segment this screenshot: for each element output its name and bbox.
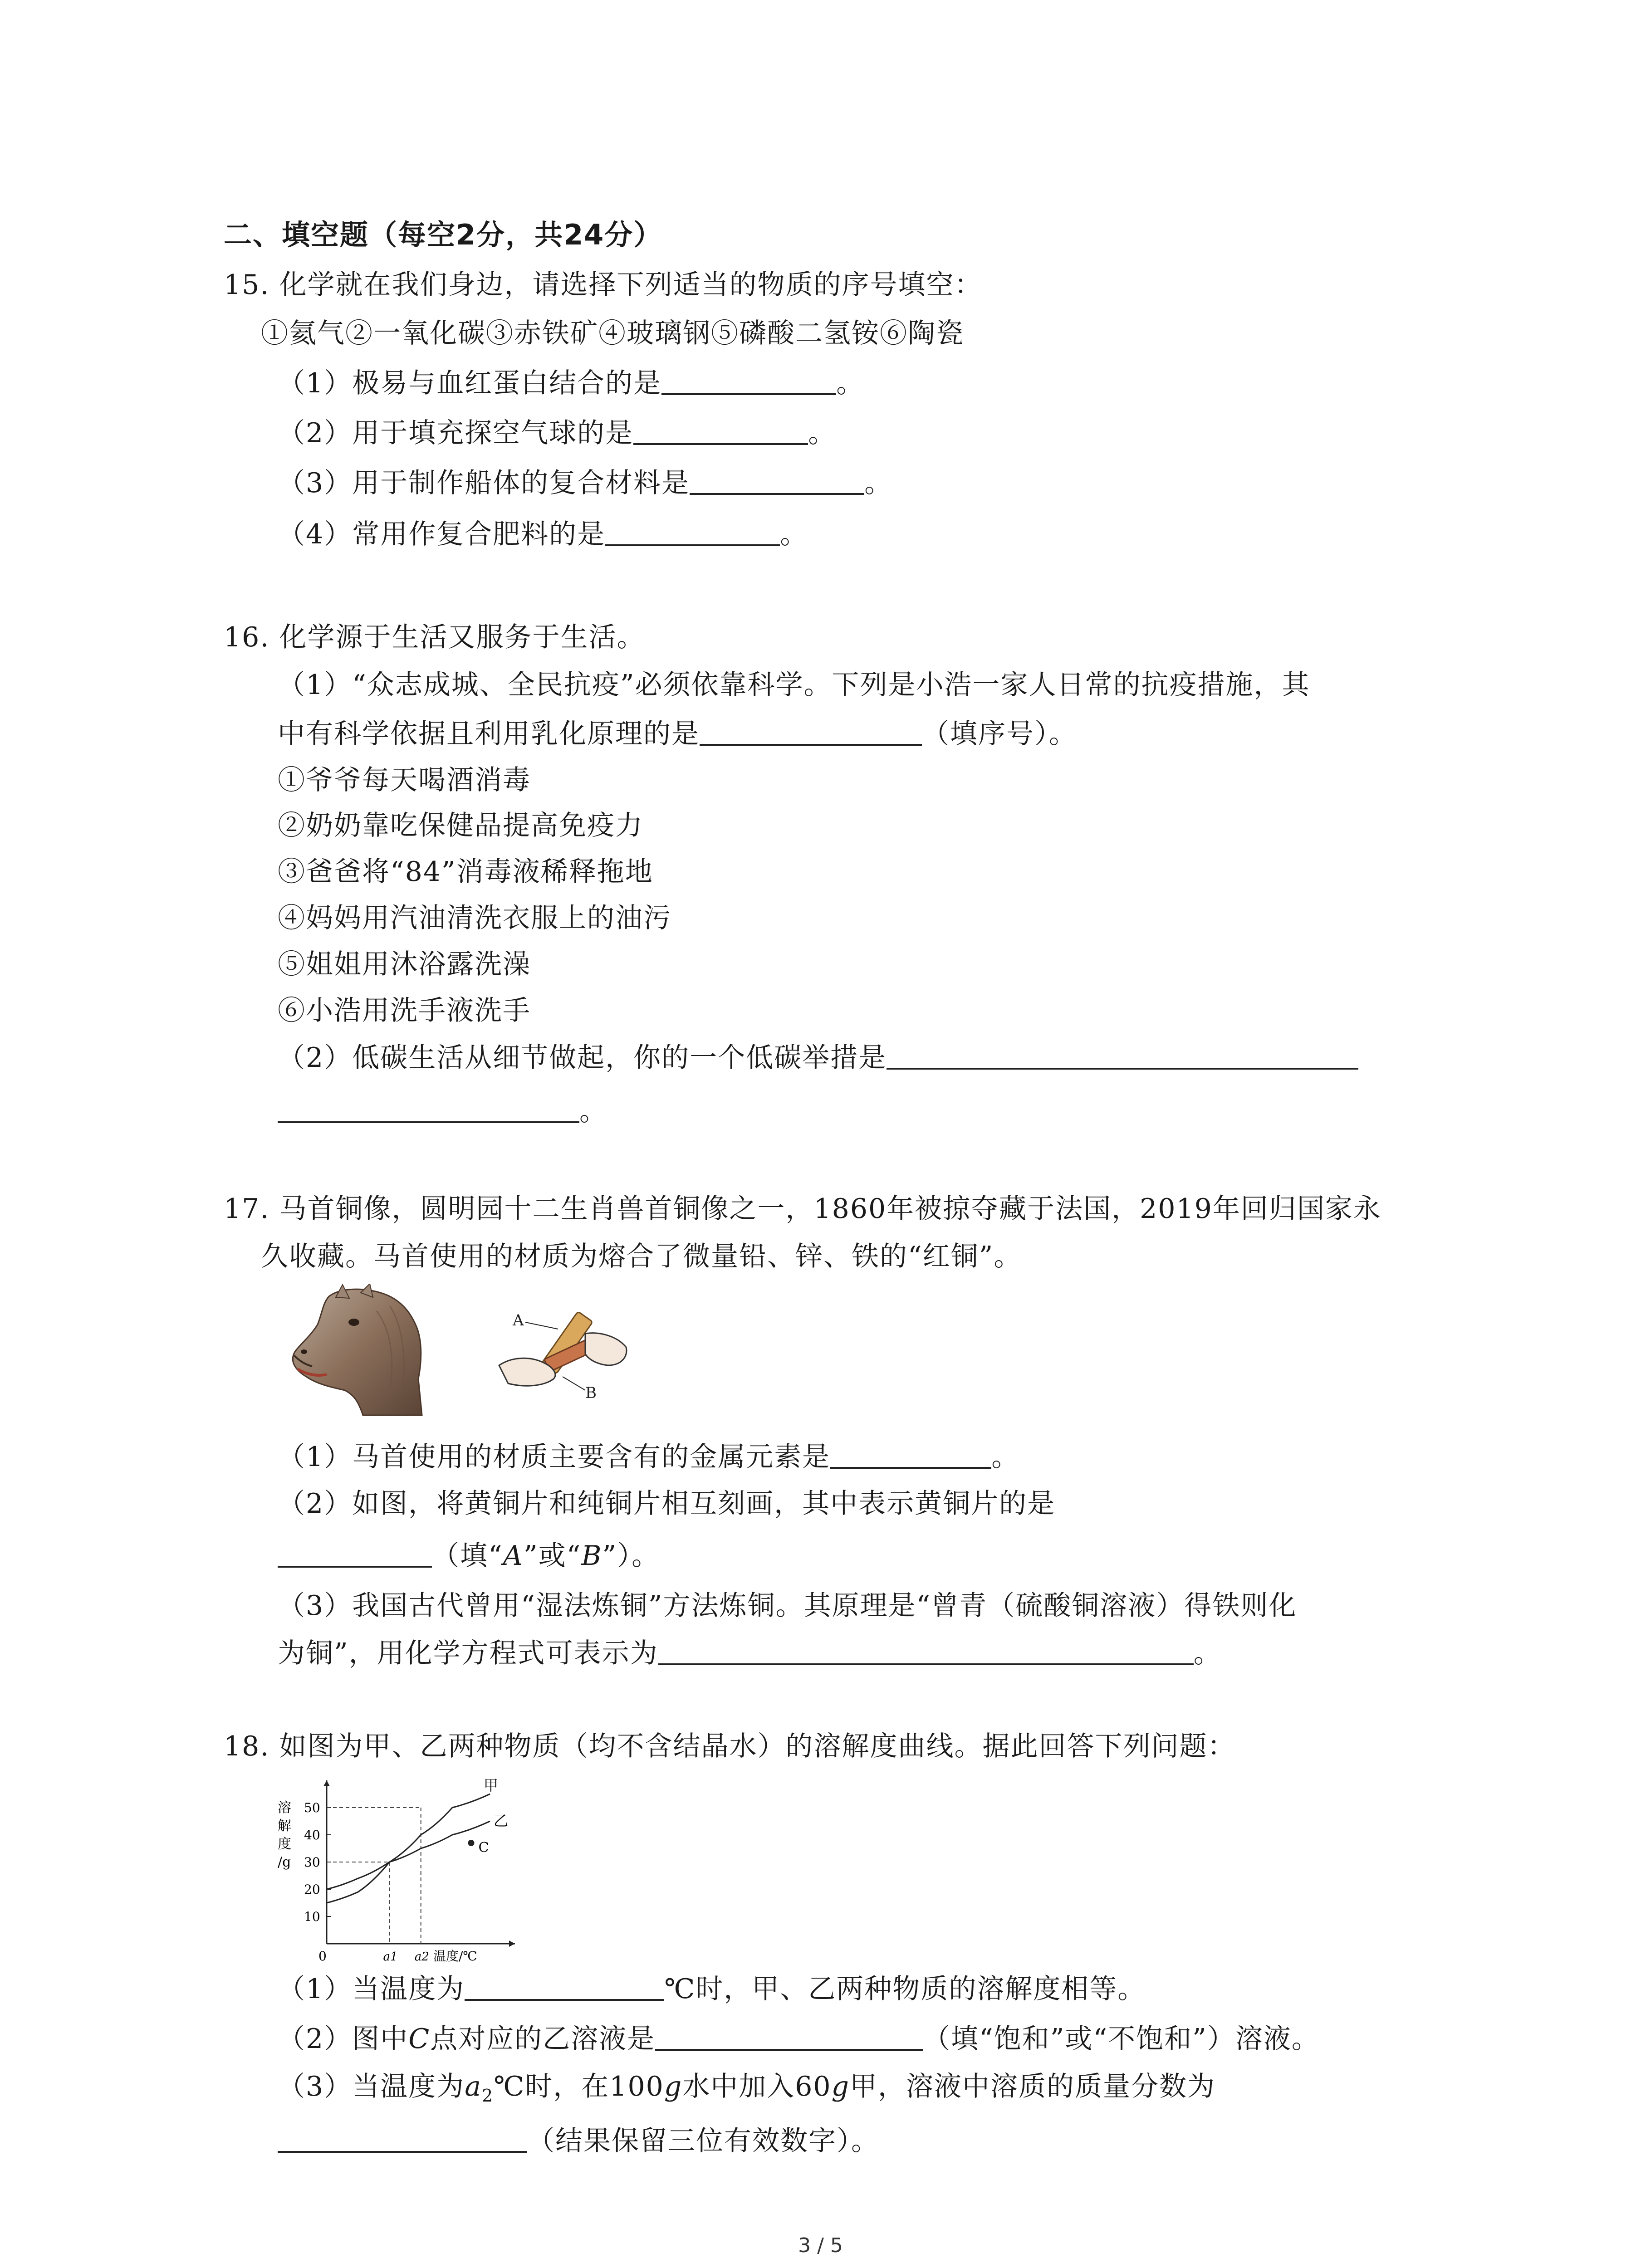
q16-answer-blank-2b[interactable] <box>278 1094 579 1123</box>
q18-part1-text: （1）当温度为 <box>278 1973 465 2005</box>
q16-item-3: ③爸爸将“84”消毒液稀释拖地 <box>278 856 653 888</box>
q17-part1 <box>278 1439 1019 1475</box>
q17-part3-text: 为铜”，用化学方程式可表示为 <box>278 1637 658 1669</box>
q17-part2: （2）如图，将黄铜片和纯铜片相互刻画，其中表示黄铜片的是 <box>278 1488 1056 1520</box>
q15-answer-blank-1[interactable] <box>661 366 836 395</box>
y-axis-label-4: /g <box>278 1854 291 1870</box>
q18-part3-cont <box>278 2123 879 2159</box>
q15-answer-blank-2[interactable] <box>633 416 808 445</box>
q17-part2-tail: （填“ <box>432 1540 503 1572</box>
q18-part2-text: （2）图中 <box>278 2023 409 2055</box>
q18-part2-tail: （填“饱和”或“不饱和”）溶液。 <box>923 2023 1320 2055</box>
right-hand <box>585 1333 627 1365</box>
mass-60: 60 <box>795 2071 832 2102</box>
q17-part2-cont <box>278 1538 660 1574</box>
option-a: A <box>503 1540 524 1572</box>
q15-part3-text: （3）用于制作船体的复合材料是 <box>278 467 690 499</box>
q16-part1-tail: （填序号）。 <box>922 718 1077 750</box>
label-a: A <box>513 1311 524 1330</box>
q16-answer-blank-1[interactable] <box>700 717 922 746</box>
period: 。 <box>991 1441 1020 1473</box>
mass-100: 100 <box>609 2071 664 2102</box>
x-axis-arrow <box>509 1941 515 1947</box>
x-tick-label: a2 <box>414 1950 429 1964</box>
q16-part1-line1: （1）“众志成城、全民抗疫”必须依靠科学。下列是小浩一家人日常的抗疫措施，其 <box>278 669 1310 701</box>
q18-part3 <box>278 2068 1215 2114</box>
q17-part2-or: ”或“ <box>524 1540 582 1572</box>
q15-part4-text: （4）常用作复合肥料的是 <box>278 518 606 550</box>
q15-part1-text: （1）极易与血红蛋白结合的是 <box>278 367 662 399</box>
option-b: B <box>581 1540 603 1572</box>
series-line-jia <box>327 1794 490 1903</box>
q16-stem: 16. 化学源于生活又服务于生活。 <box>224 621 645 653</box>
q17-line1: 17. 马首铜像，圆明园十二生肖兽首铜像之一，1860年被掠夺藏于法国，2019年回归国家永 <box>224 1193 1381 1225</box>
temp-a2-subscript: 2 <box>481 2086 494 2106</box>
y-tick-label: 10 <box>304 1909 320 1924</box>
q17-answer-blank-1[interactable] <box>830 1440 991 1469</box>
q15-part2-text: （2）用于填充探空气球的是 <box>278 417 634 449</box>
q15-stem: 15. 化学就在我们身边，请选择下列适当的物质的序号填空： <box>224 269 983 301</box>
y-tick-label: 40 <box>304 1828 320 1843</box>
q17-line2: 久收藏。马首使用的材质为熔合了微量铅、锌、铁的“红铜”。 <box>261 1241 1022 1272</box>
q18-part3-text-2: ℃时，在 <box>494 2071 610 2102</box>
q16-part1-text: 中有科学依据且利用乳化原理的是 <box>278 718 700 750</box>
q18-part1 <box>278 1971 1146 2007</box>
y-tick-label: 20 <box>304 1882 320 1897</box>
q17-part3-line1: （3）我国古代曾用“湿法炼铜”方法炼铜。其原理是“曾青（硫酸铜溶液）得铁则化 <box>278 1590 1297 1622</box>
q18-part1-tail: ℃时，甲、乙两种物质的溶解度相等。 <box>664 1973 1146 2005</box>
q16-part2-text: （2）低碳生活从细节做起，你的一个低碳举措是 <box>278 1042 887 1074</box>
q16-part2 <box>278 1040 1358 1076</box>
q18-answer-blank-3[interactable] <box>278 2124 527 2153</box>
x-axis-label: 温度/℃ <box>433 1949 477 1964</box>
period: 。 <box>579 1095 607 1127</box>
q15-part1 <box>278 365 864 401</box>
section-title: 二、填空题（每空2分，共24分） <box>224 218 663 251</box>
y-tick-label: 50 <box>304 1800 320 1815</box>
period: 。 <box>808 417 837 449</box>
q16-item-6: ⑥小浩用洗手液洗手 <box>278 995 531 1026</box>
q18-part3-tail: （结果保留三位有效数字）。 <box>527 2125 879 2157</box>
q16-part1-line2 <box>278 716 1077 752</box>
unit-g: g <box>664 2071 683 2102</box>
x-tick-label: a1 <box>383 1950 398 1964</box>
period: 。 <box>780 518 808 550</box>
series-label-yi: 乙 <box>494 1812 509 1829</box>
q16-item-2: ②奶奶靠吃保健品提高免疫力 <box>278 810 643 841</box>
q18-part2-text-2: 点对应的乙溶液是 <box>430 2023 656 2055</box>
q15-part2 <box>278 415 836 451</box>
q15-answer-blank-3[interactable] <box>690 466 864 495</box>
q18-part3-text-4: 甲，溶液中溶质的质量分数为 <box>850 2071 1216 2102</box>
period: 。 <box>1193 1637 1222 1669</box>
q16-item-4: ④妈妈用汽油清洗衣服上的油污 <box>278 902 671 934</box>
q16-item-1: ①爷爷每天喝酒消毒 <box>278 764 531 796</box>
metal-scratch-illustration <box>495 1297 631 1406</box>
q18-part3-text: （3）当温度为 <box>278 2071 465 2102</box>
q15-part4 <box>278 516 808 552</box>
y-axis-label-2: 解 <box>278 1818 291 1834</box>
q15-part3 <box>278 465 892 501</box>
q15-options: ①氦气②一氧化碳③赤铁矿④玻璃钢⑤磷酸二氢铵⑥陶瓷 <box>261 318 964 349</box>
q17-equation-blank[interactable] <box>658 1636 1194 1665</box>
y-axis-label-3: 度 <box>278 1836 291 1852</box>
period: 。 <box>864 467 893 499</box>
q18-stem: 18. 如图为甲、乙两种物质（均不含结晶水）的溶解度曲线。据此回答下列问题： <box>224 1730 1236 1762</box>
page-number: 3 / 5 <box>798 2234 843 2257</box>
q17-part1-text: （1）马首使用的材质主要含有的金属元素是 <box>278 1441 831 1473</box>
origin-label: 0 <box>318 1949 327 1964</box>
temp-a2: a <box>465 2071 482 2102</box>
point-c-label: C <box>478 1840 489 1856</box>
q17-part2-end: ”）。 <box>602 1540 660 1572</box>
period: 。 <box>836 367 865 399</box>
q16-answer-blank-2a[interactable] <box>887 1041 1358 1070</box>
y-tick-label: 30 <box>304 1855 320 1870</box>
q15-answer-blank-4[interactable] <box>605 517 780 546</box>
point-c-ref: C <box>408 2023 431 2055</box>
solubility-chart <box>277 1765 531 1964</box>
q18-answer-blank-2[interactable] <box>655 2022 923 2051</box>
q18-part2 <box>278 2021 1320 2057</box>
horse-head-image <box>286 1284 431 1420</box>
y-axis-label-1: 溶 <box>278 1800 291 1816</box>
y-axis-arrow <box>323 1780 330 1786</box>
q16-part2-cont <box>278 1093 607 1129</box>
series-line-yi <box>327 1821 490 1889</box>
q18-part3-text-3: 水中加入 <box>682 2071 795 2102</box>
q17-part3-line2 <box>278 1635 1222 1672</box>
label-b: B <box>585 1384 597 1402</box>
q16-item-5: ⑤姐姐用沐浴露洗澡 <box>278 948 531 980</box>
unit-g: g <box>831 2071 850 2102</box>
q17-answer-blank-2[interactable] <box>278 1539 432 1568</box>
q18-answer-blank-1[interactable] <box>465 1972 664 2001</box>
series-label-jia: 甲 <box>484 1777 499 1794</box>
point-c <box>468 1840 474 1846</box>
